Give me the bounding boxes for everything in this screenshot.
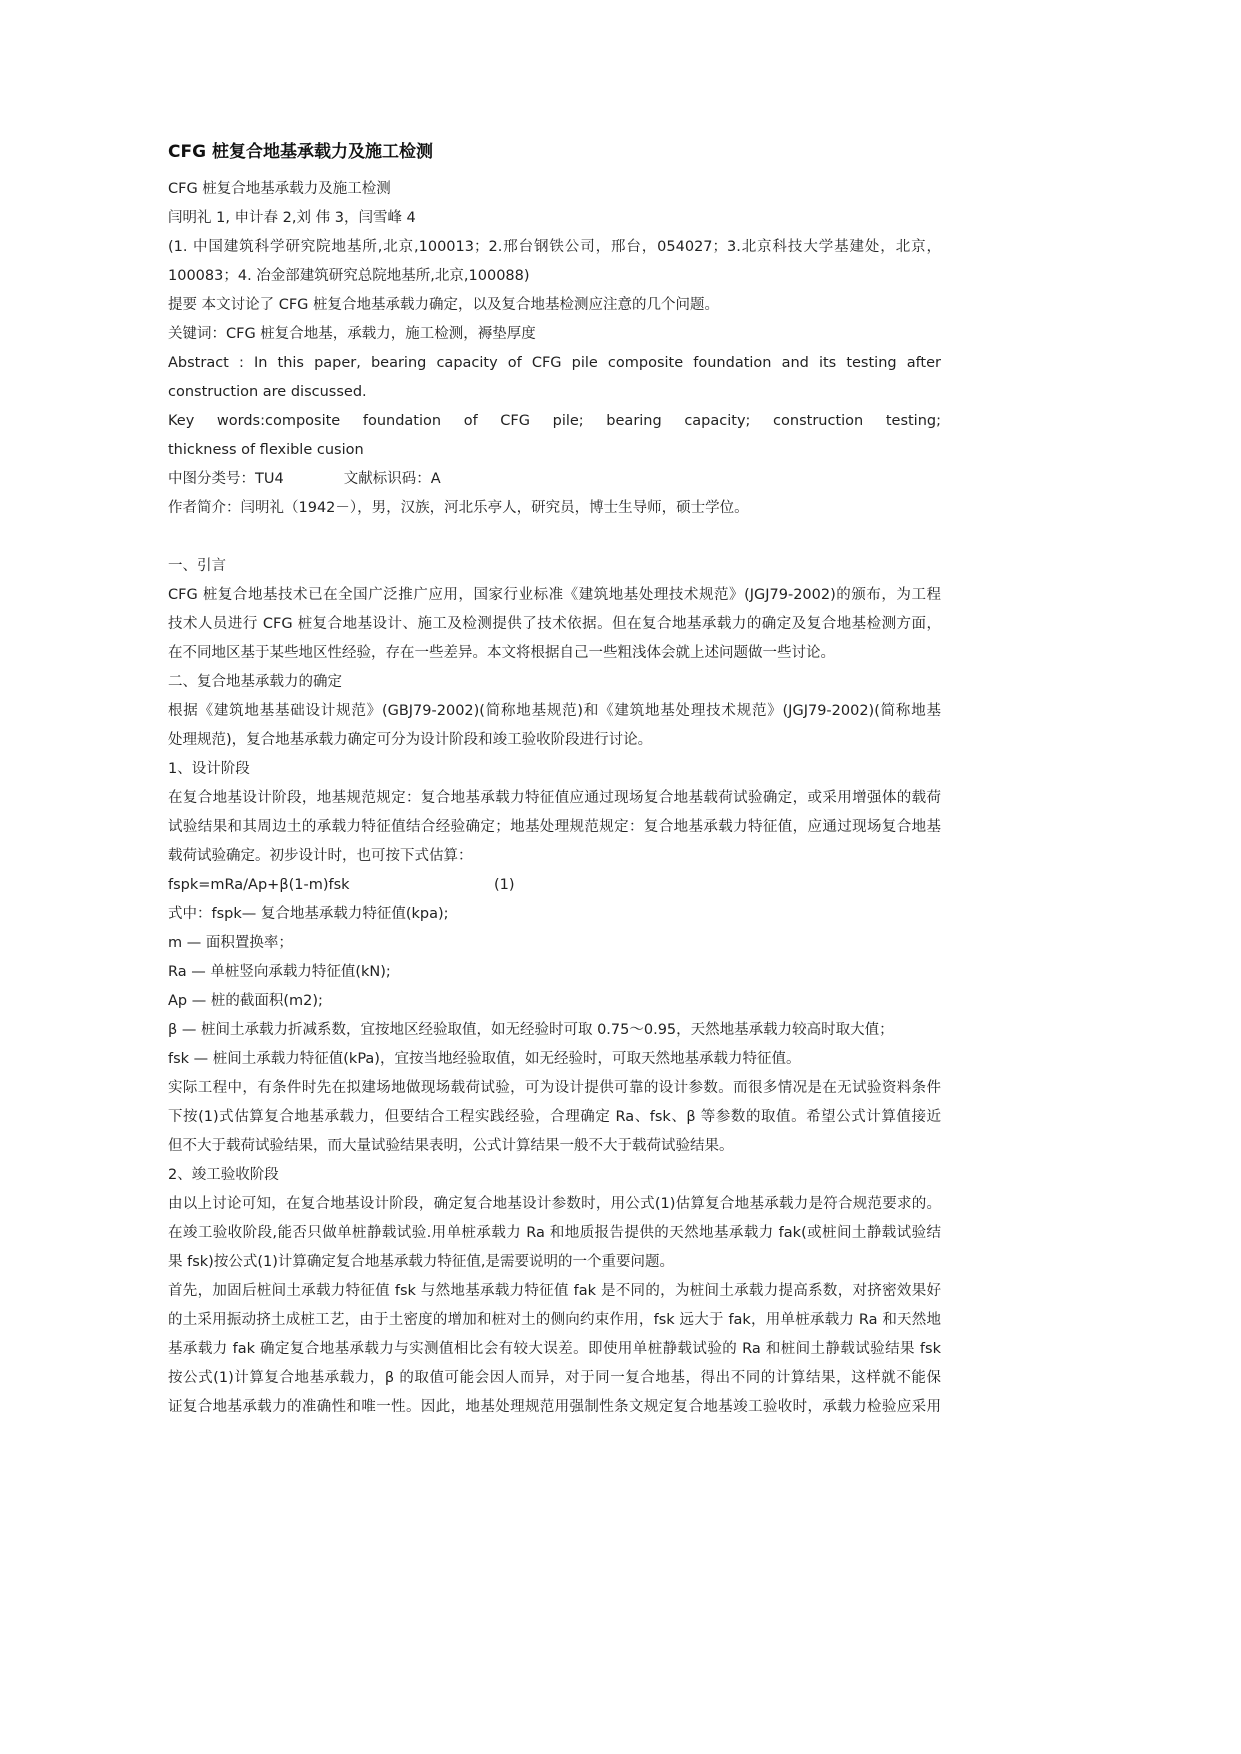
subsection-heading: 2、竣工验收阶段	[168, 1167, 279, 1183]
document-code: 文献标识码：A	[343, 471, 441, 487]
paragraph-line: 的土采用振动挤土成桩工艺，由于土密度的增加和桩对土的侧向约束作用，fsk 远大于 fak，用单桩承载力 Ra 和天然地	[168, 1312, 941, 1328]
paragraph-line: 在竣工验收阶段,能否只做单桩静载试验.用单桩承载力 Ra 和地质报告提供的天然地基承载力 fak(或桩间土静载试验结	[168, 1225, 941, 1241]
variable-definition: 式中：fspk— 复合地基承载力特征值(kpa);	[168, 906, 449, 922]
variable-definition: fsk — 桩间土承载力特征值(kPa)，宜按当地经验取值，如无经验时，可取天然地基承载力特征值。	[168, 1051, 801, 1067]
variable-definition: m — 面积置换率；	[168, 935, 293, 951]
section-heading: 二、复合地基承载力的确定	[168, 674, 342, 690]
paragraph-line: 技术人员进行 CFG 桩复合地基设计、施工及检测提供了技术依据。但在复合地基承载力的确定及复合地基检测方面，	[168, 616, 941, 632]
paragraph-line: 实际工程中，有条件时先在拟建场地做现场载荷试验，可为设计提供可靠的设计参数。而很多情况是在无试验资料条件	[168, 1080, 941, 1096]
paragraph-line: 但不大于载荷试验结果，而大量试验结果表明，公式计算结果一般不大于载荷试验结果。	[168, 1138, 734, 1154]
paragraph-line: CFG 桩复合地基技术已在全国广泛推广应用，国家行业标准《建筑地基处理技术规范》(JGJ79-2002)的颁布，为工程	[168, 587, 941, 603]
paragraph-line: 首先，加固后桩间土承载力特征值 fsk 与然地基承载力特征值 fak 是不同的，为桩间土承载力提高系数，对挤密效果好	[168, 1283, 941, 1299]
formula-line	[168, 871, 941, 900]
paragraph-line: 载荷试验确定。初步设计时，也可按下式估算：	[168, 848, 473, 864]
paragraph-line: 证复合地基承载力的准确性和唯一性。因此，地基处理规范用强制性条文规定复合地基竣工验收时，承载力检验应采用	[168, 1399, 941, 1415]
blank-line	[168, 523, 941, 552]
authors: 闫明礼 1, 申计春 2,刘 伟 3，闫雪峰 4	[168, 210, 416, 226]
paragraph-line: 基承载力 fak 确定复合地基承载力与实测值相比会有较大误差。即使用单桩静载试验的 Ra 和桩间土静载试验结果 fsk	[168, 1341, 941, 1357]
affiliation-line: (1. 中国建筑科学研究院地基所,北京,100013；2.邢台钢铁公司，邢台，054027；3.北京科技大学基建处，北京，	[168, 239, 941, 255]
variable-definition: Ap — 桩的截面积(m2);	[168, 993, 323, 1009]
keywords: 关键词：CFG 桩复合地基，承载力，施工检测，褥垫厚度	[168, 326, 536, 342]
subtitle: CFG 桩复合地基承载力及施工检测	[168, 181, 391, 197]
document-title: CFG 桩复合地基承载力及施工检测	[168, 142, 433, 162]
author-bio: 作者简介：闫明礼（1942－），男，汉族，河北乐亭人，研究员，博士生导师，硕士学位。	[168, 500, 749, 516]
paragraph-line: 试验结果和其周边土的承载力特征值结合经验确定；地基处理规范规定：复合地基承载力特征值，应通过现场复合地基	[168, 819, 941, 835]
abstract-line: Abstract : In this paper, bearing capacity of CFG pile composite foundation and its testing after	[168, 355, 941, 371]
key-words-line: Key words:composite foundation of CFG pile; bearing capacity; construction testing;	[168, 413, 941, 429]
variable-definition: Ra — 单桩竖向承载力特征值(kN);	[168, 964, 391, 980]
summary: 提要 本文讨论了 CFG 桩复合地基承载力确定，以及复合地基检测应注意的几个问题。	[168, 297, 720, 313]
paragraph-line: 处理规范)，复合地基承载力确定可分为设计阶段和竣工验收阶段进行讨论。	[168, 732, 653, 748]
paragraph-line: 在不同地区基于某些地区性经验，存在一些差异。本文将根据自己一些粗浅体会就上述问题做一些讨论。	[168, 645, 835, 661]
affiliation-line: 100083；4. 冶金部建筑研究总院地基所,北京,100088)	[168, 268, 530, 284]
formula: fspk=mRa/Ap+β(1-m)fsk	[168, 877, 350, 893]
paragraph-line: 根据《建筑地基基础设计规范》(GBJ79-2002)(简称地基规范)和《建筑地基处理技术规范》(JGJ79-2002)(简称地基	[168, 703, 941, 719]
paragraph-line: 果 fsk)按公式(1)计算确定复合地基承载力特征值,是需要说明的一个重要问题。	[168, 1254, 674, 1270]
paragraph-line: 按公式(1)计算复合地基承载力，β 的取值可能会因人而异，对于同一复合地基，得出不同的计算结果，这样就不能保	[168, 1370, 941, 1386]
variable-definition: β — 桩间土承载力折减系数，宜按地区经验取值，如无经验时可取 0.75～0.95，天然地基承载力较高时取大值；	[168, 1022, 894, 1038]
classification-number: 中图分类号：TU4	[168, 471, 284, 487]
paragraph-line: 由以上讨论可知，在复合地基设计阶段，确定复合地基设计参数时，用公式(1)估算复合地基承载力是符合规范要求的。	[168, 1196, 941, 1212]
section-heading: 一、引言	[168, 558, 226, 574]
abstract-line: construction are discussed.	[168, 384, 367, 400]
paragraph-line: 下按(1)式估算复合地基承载力，但要结合工程实践经验，合理确定 Ra、fsk、β 等参数的取值。希望公式计算值接近	[168, 1109, 941, 1125]
classification-line	[168, 465, 941, 494]
subsection-heading: 1、设计阶段	[168, 761, 250, 777]
paragraph-line: 在复合地基设计阶段，地基规范规定：复合地基承载力特征值应通过现场复合地基载荷试验确定，或采用增强体的载荷	[168, 790, 941, 806]
equation-number: (1)	[494, 877, 515, 893]
document-body	[168, 175, 941, 1422]
key-words-line: thickness of flexible cusion	[168, 442, 364, 458]
